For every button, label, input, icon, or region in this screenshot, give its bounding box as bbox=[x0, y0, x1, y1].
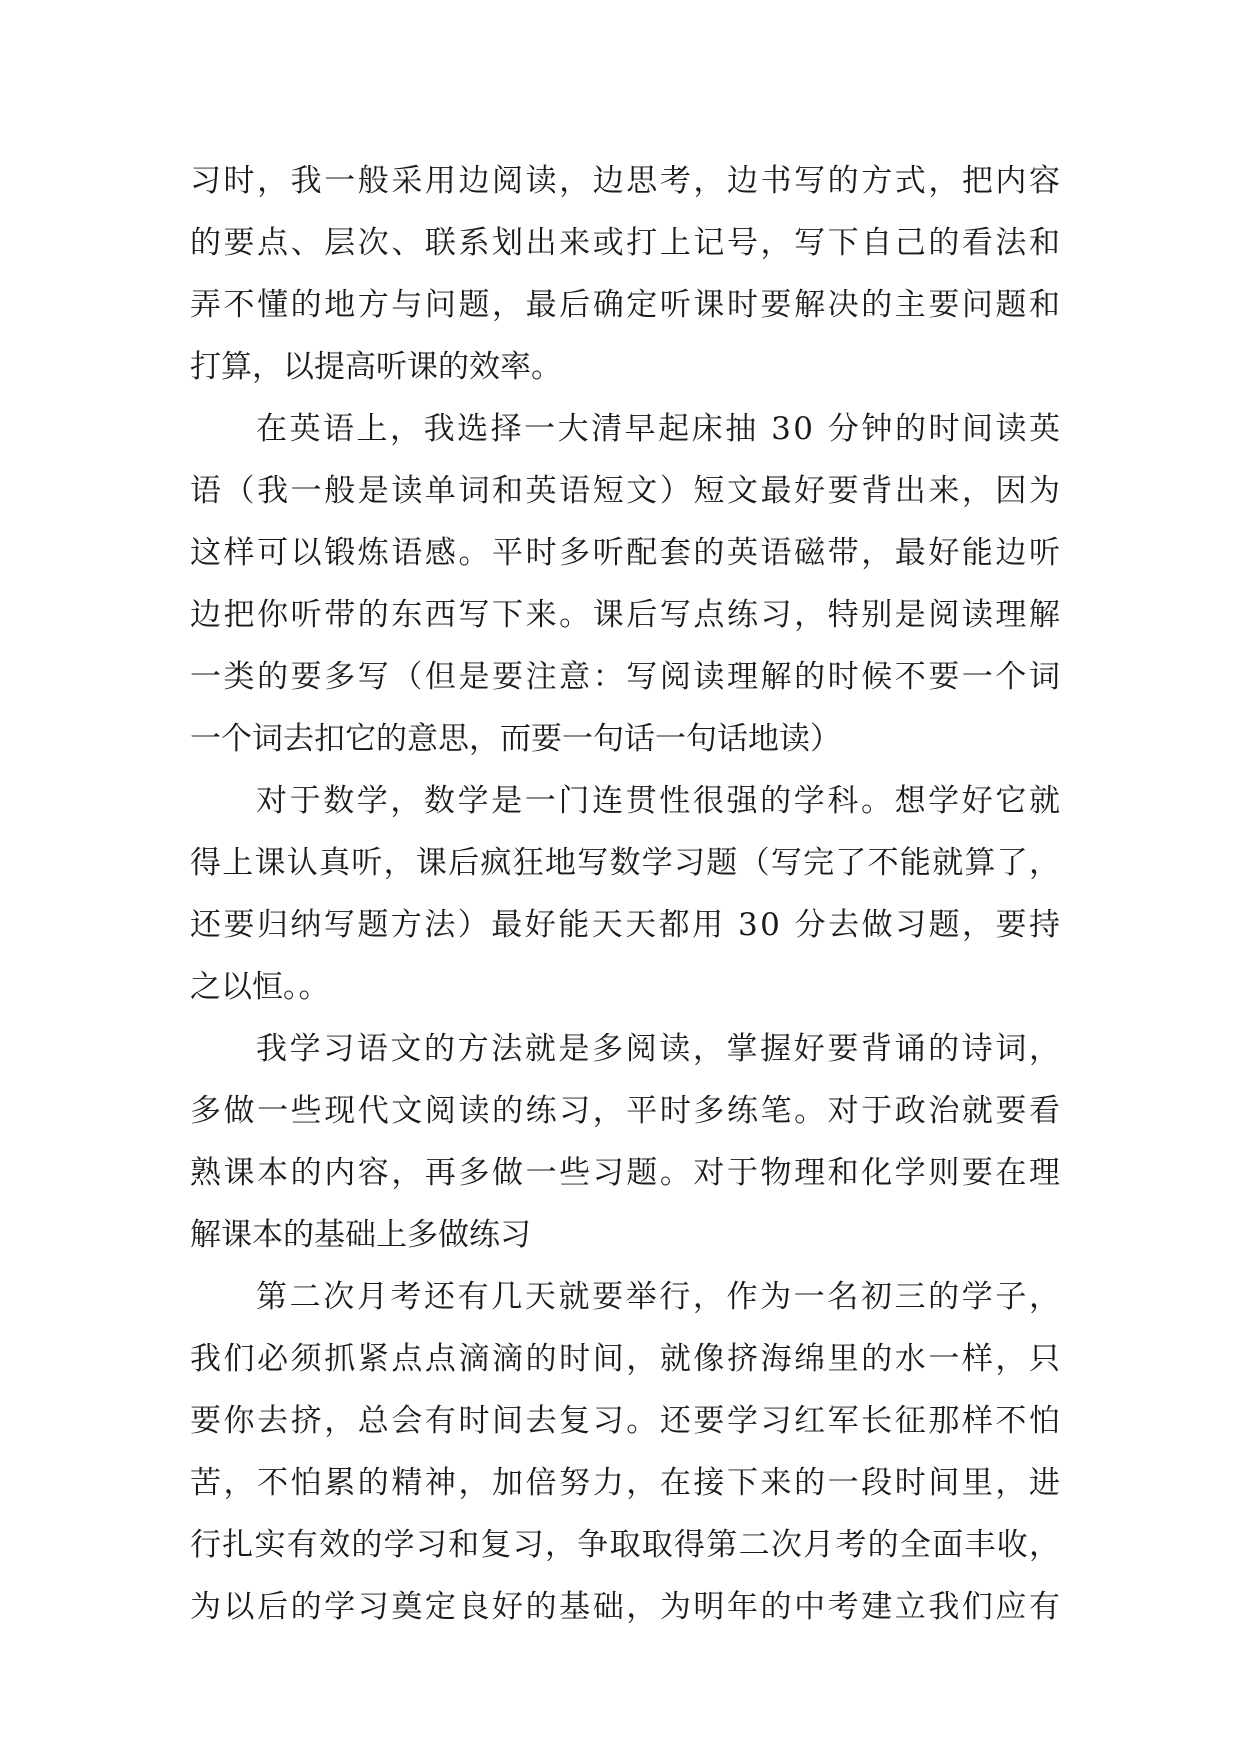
text-line: 之以恒。。 bbox=[190, 969, 330, 1005]
text-line: 习时，我一般采用边阅读，边思考，边书写的方式，把内容 bbox=[190, 163, 1063, 199]
text-line: 弄不懂的地方与问题，最后确定听课时要解决的主要问题和 bbox=[190, 287, 1063, 323]
text-line: 语（我一般是读单词和英语短文）短文最好要背出来，因为 bbox=[190, 473, 1063, 509]
text-line: 行扎实有效的学习和复习，争取取得第二次月考的全面丰收， bbox=[190, 1527, 1062, 1563]
text-line: 这样可以锻炼语感。平时多听配套的英语磁带，最好能边听 bbox=[190, 535, 1063, 571]
text-line: 要你去挤，总会有时间去复习。还要学习红军长征那样不怕 bbox=[190, 1403, 1063, 1439]
text-line: 熟课本的内容，再多做一些习题。对于物理和化学则要在理 bbox=[190, 1155, 1063, 1191]
text-line: 我学习语文的方法就是多阅读，掌握好要背诵的诗词， bbox=[256, 1031, 1063, 1067]
text-line: 苦，不怕累的精神，加倍努力，在接下来的一段时间里，进 bbox=[190, 1465, 1063, 1501]
text-line: 多做一些现代文阅读的练习，平时多练笔。对于政治就要看 bbox=[190, 1093, 1063, 1129]
text-line: 还要归纳写题方法）最好能天天都用 30 分去做习题，要持 bbox=[190, 907, 1063, 943]
text-line: 一类的要多写（但是要注意：写阅读理解的时候不要一个词 bbox=[190, 659, 1063, 695]
body-text bbox=[190, 150, 1063, 1638]
text-line: 在英语上，我选择一大清早起床抽 30 分钟的时间读英 bbox=[256, 411, 1063, 447]
text-line: 得上课认真听，课后疯狂地写数学习题（写完了不能就算了， bbox=[190, 845, 1062, 881]
text-line: 边把你听带的东西写下来。课后写点练习，特别是阅读理解 bbox=[190, 597, 1063, 633]
text-line: 的要点、层次、联系划出来或打上记号，写下自己的看法和 bbox=[190, 225, 1063, 261]
text-line: 对于数学，数学是一门连贯性很强的学科。想学好它就 bbox=[256, 783, 1063, 819]
text-line: 为以后的学习奠定良好的基础，为明年的中考建立我们应有 bbox=[190, 1589, 1063, 1625]
text-line: 一个词去扣它的意思，而要一句话一句话地读） bbox=[190, 721, 841, 757]
text-line: 解课本的基础上多做练习 bbox=[190, 1217, 531, 1253]
text-line: 我们必须抓紧点点滴滴的时间，就像挤海绵里的水一样，只 bbox=[190, 1341, 1063, 1377]
text-line: 第二次月考还有几天就要举行，作为一名初三的学子， bbox=[256, 1279, 1063, 1315]
text-line: 打算，以提高听课的效率。 bbox=[190, 349, 562, 385]
